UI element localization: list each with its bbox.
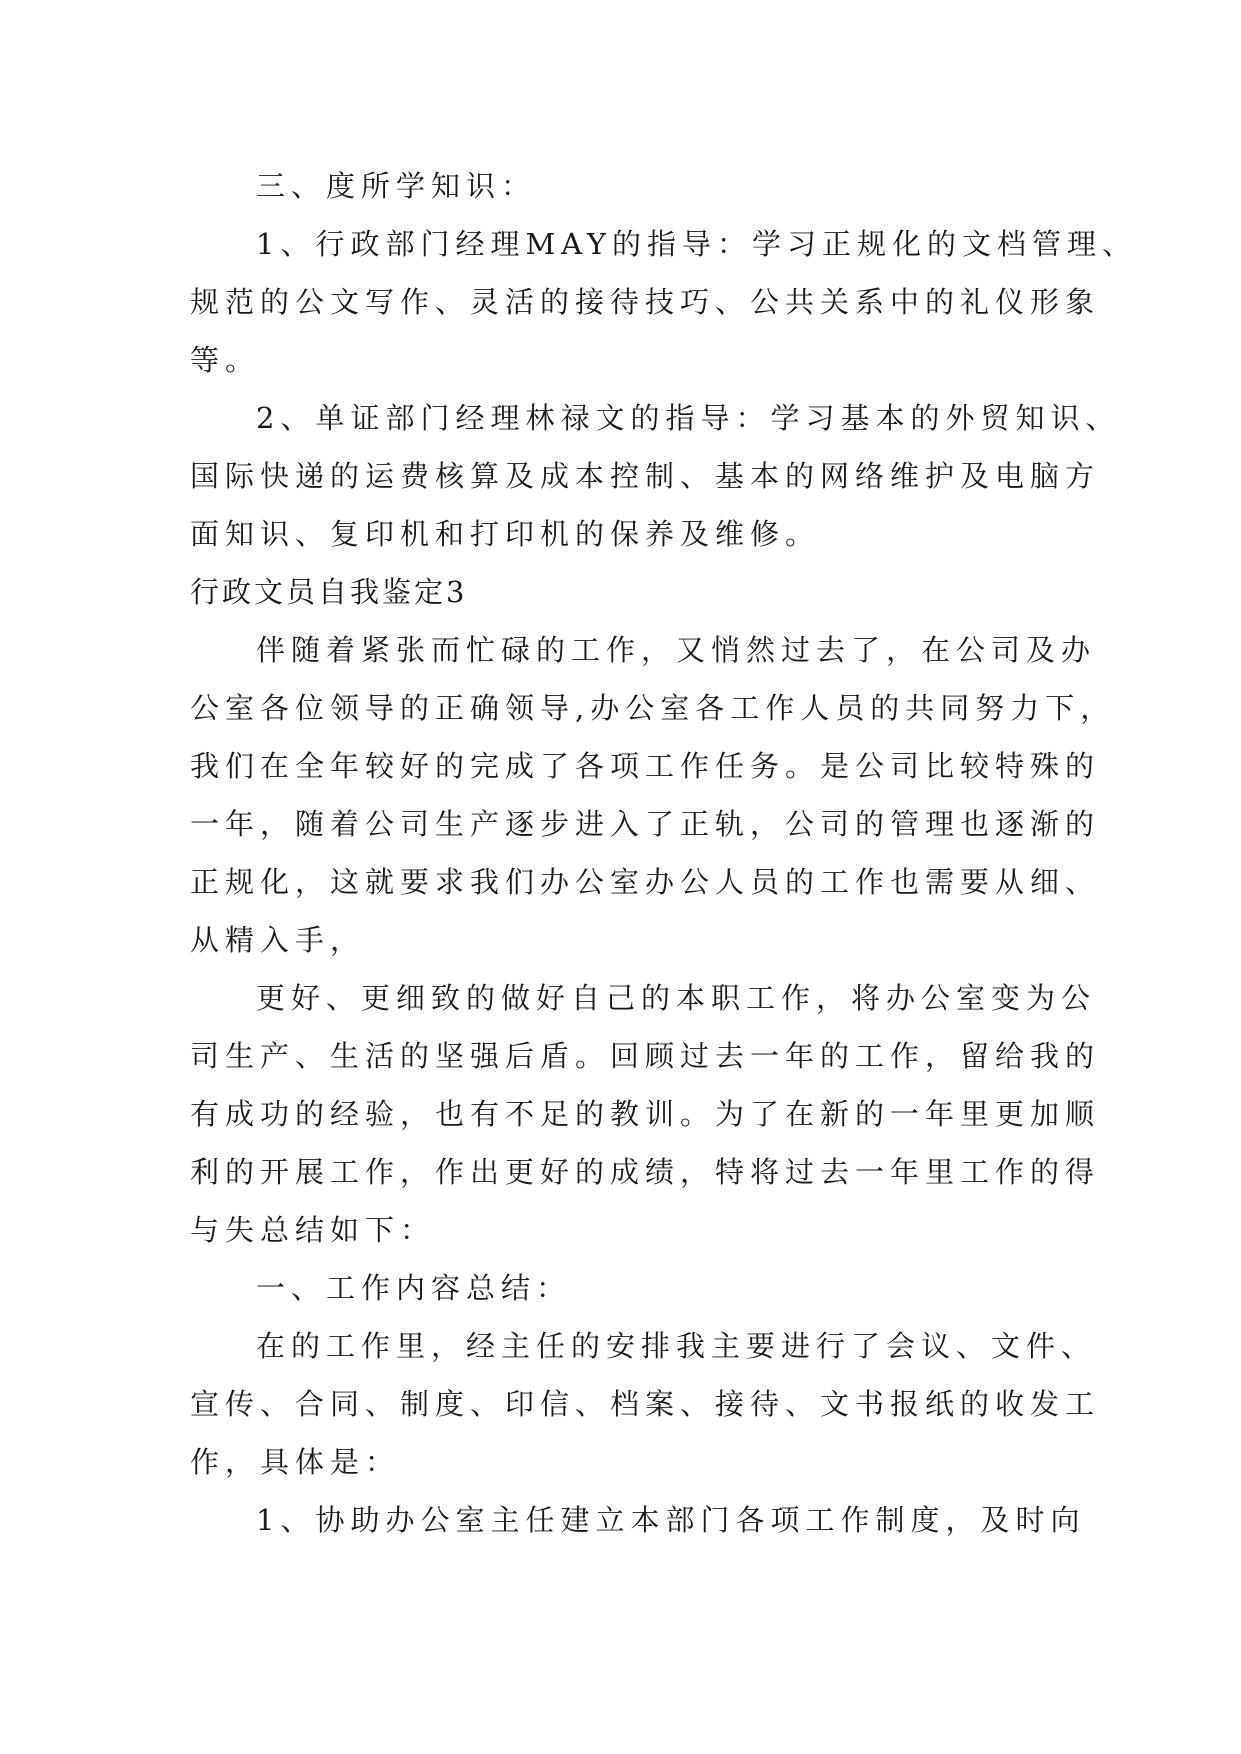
paragraph-line: 更好、更细致的做好自己的本职工作，将办公室变为公: [256, 981, 1097, 1015]
paragraph-line: 2、单证部门经理林禄文的指导：学习基本的外贸知识、: [256, 401, 1121, 435]
paragraph-line: 从精入手，: [190, 923, 366, 957]
section-heading-knowledge: 三、度所学知识：: [256, 169, 537, 203]
paragraph-line: 在的工作里，经主任的安排我主要进行了会议、文件、: [256, 1329, 1097, 1363]
paragraph-line: 伴随着紧张而忙碌的工作，又悄然过去了，在公司及办: [256, 633, 1097, 667]
paragraph-line: 国际快递的运费核算及成本控制、基本的网络维护及电脑方: [190, 459, 1101, 493]
paragraph-line: 与失总结如下：: [190, 1213, 436, 1247]
paragraph-line: 1、行政部门经理MAY的指导：学习正规化的文档管理、: [256, 227, 1138, 261]
paragraph-line: 1、协助办公室主任建立本部门各项工作制度，及时向: [256, 1503, 1086, 1537]
paragraph-line: 面知识、复印机和打印机的保养及维修。: [190, 517, 821, 551]
paragraph-line: 正规化，这就要求我们办公室办公人员的工作也需要从细、: [190, 865, 1101, 899]
paragraph-line: 等。: [190, 343, 261, 377]
section-heading-work-summary: 一、工作内容总结：: [256, 1271, 572, 1305]
paragraph-line: 有成功的经验，也有不足的教训。为了在新的一年里更加顺: [190, 1097, 1101, 1131]
paragraph-line: 公室各位领导的正确领导,办公室各工作人员的共同努力下，: [190, 691, 1116, 725]
paragraph-line: 一年，随着公司生产逐步进入了正轨，公司的管理也逐渐的: [190, 807, 1101, 841]
paragraph-line: 宣传、合同、制度、印信、档案、接待、文书报纸的收发工: [190, 1387, 1101, 1421]
section-title: 行政文员自我鉴定3: [190, 575, 468, 609]
paragraph-line: 规范的公文写作、灵活的接待技巧、公共关系中的礼仪形象: [190, 285, 1101, 319]
paragraph-line: 作，具体是：: [190, 1445, 401, 1479]
paragraph-line: 利的开展工作，作出更好的成绩，特将过去一年里工作的得: [190, 1155, 1101, 1189]
paragraph-line: 我们在全年较好的完成了各项工作任务。是公司比较特殊的: [190, 749, 1101, 783]
paragraph-line: 司生产、生活的坚强后盾。回顾过去一年的工作，留给我的: [190, 1039, 1101, 1073]
